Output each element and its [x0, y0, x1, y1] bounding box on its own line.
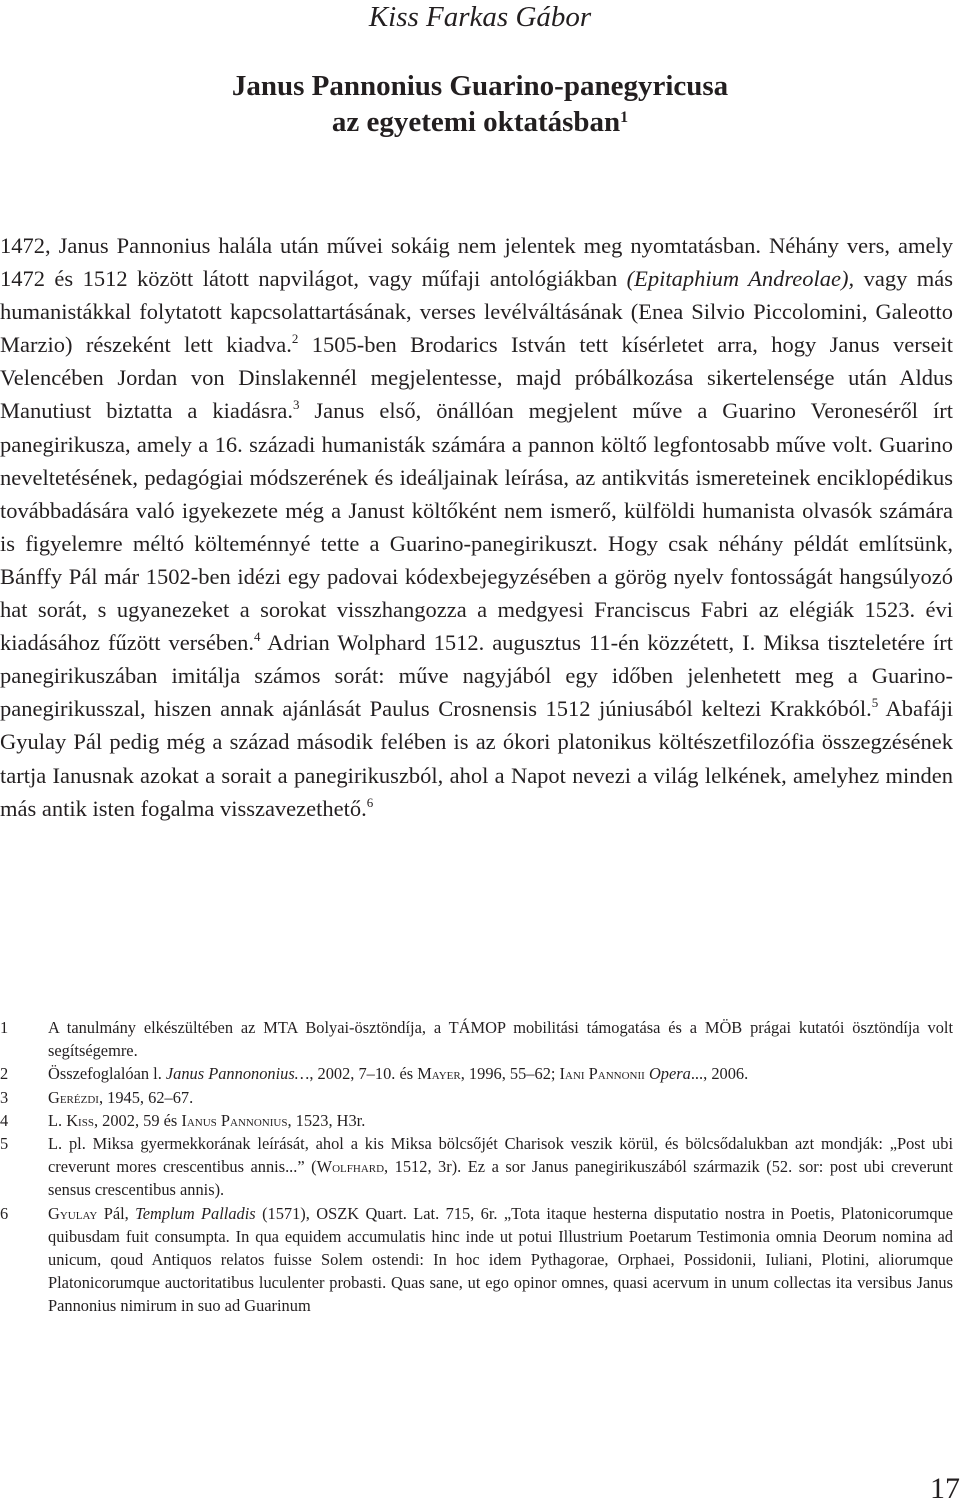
footnote-number: 1: [0, 1018, 9, 1037]
title-line-2: az egyetemi oktatásban: [331, 106, 621, 138]
footnote-1: [0, 1016, 953, 1062]
footnote-5: [0, 1132, 953, 1202]
footnote-text: A tanulmány elkészültében az MTA Bolyai-ösztöndíja, a TÁMOP mobilitási támogatása és a MÖB prágai kutatói ösztöndíja volt segítségemre.: [48, 1018, 953, 1061]
footnote-text: Összefoglalóan l. Janus Pannononius…, 2002, 7–10. és Mayer, 1996, 55–62; Iani Pannonii Opera..., 2006.: [48, 1064, 749, 1084]
footnote-number: 2: [0, 1064, 9, 1084]
footnote-number: 5: [0, 1134, 9, 1154]
footnote-3: [0, 1086, 953, 1109]
footnote-text: L. Kiss, 2002, 59 és Ianus Pannonius, 1523, H3r.: [48, 1110, 366, 1130]
body-text: Abafáji Gyulay Pál pedig még a század második felében is az ókori platonikus költészetfilozófia összegzésének tartja Ianusnak azokat a sorait a panegirikuszból, ahol a Napot nevezi a világ lelkének, amelyhez minden más antik isten fogalma visszavezethető.: [0, 696, 953, 821]
footnote-text: Gyulay Pál, Templum Palladis (1571), OSZK Quart. Lat. 715, 6r. „Tota itaque hesterna disputatio nostra in Poetis, Platonicorumque quibusdam fuit consumpta. In qua equidem accumulatis hinc inde ut potui Illustrium Poetarum Testimonia omnia Deorum nomina ad unicum, qoud Antiquos relatos fuisse Solem ostendi: In hoc idem Pythagorae, Orphaei, Possidonii, Iuliani, Plotini, aliorumque Platonicorumque auctoritatibus luculenter probasti. Quas sane, ut ego opinor omnes, quasi acervum in unum collectas ita versibus Janus Pannonius nimirum in suo ad Guarinum: [48, 1203, 953, 1316]
footnote-text: Gerézdi, 1945, 62–67.: [48, 1087, 194, 1107]
footnote-6: [0, 1202, 953, 1318]
author-name: Kiss Farkas Gábor: [368, 1, 592, 33]
body-text: vagy más humanistákkal folytatott kapcsolattartásának, verses levélváltásának (Enea Silvio Piccolomini, Galeotto Marzio) részeként lett kiadva.: [0, 266, 953, 358]
footnote-number: 3: [0, 1087, 9, 1107]
footnote-text: L. pl. Miksa gyermekkorának leírását, ahol a kis Miksa bölcsőjét Charisok veszik körül, és bölcsődalukban azt mondják: „Post ubi creverunt mores crescentibus annis...” (Wolfhard, 1512, 3r). Ez a sor Janus panegirikuszából származik (52. sor: post ubi creverunt sensus crescentibus annis).: [48, 1134, 953, 1200]
footnotes: [0, 1016, 953, 1318]
footnote-ref: 4: [254, 629, 261, 645]
footnote-ref: 6: [366, 794, 374, 810]
footnote-ref: 3: [292, 397, 300, 413]
title-footnote-ref: 1: [620, 109, 629, 126]
page-number: 17: [930, 1472, 960, 1505]
footnote-number: 6: [0, 1203, 9, 1223]
title-line-1: Janus Pannonius Guarino-panegyricusa: [231, 70, 729, 102]
footnote-number: 4: [0, 1110, 9, 1130]
body-text: 1472, Janus Pannonius halála után művei sokáig nem jelentek meg nyomtatásban. Néhány vers, amely 1472 és 1512 között látott napvilágot, vagy műfaji antológiákban: [0, 233, 953, 292]
footnote-2: [0, 1062, 953, 1085]
body-paragraph: [0, 229, 953, 825]
footnote-ref: 5: [871, 695, 879, 711]
article-title: [0, 68, 960, 140]
body-text: 1505-ben Brodarics István tett kísérletet arra, hogy Janus verseit Velencében Jordan von Dinslakennél megjelentesse, majd próbálkozása sikertelensége után Aldus Manutiust biztatta a kiadásra.: [0, 332, 953, 424]
body-italic: (Epitaphium Andreolae),: [626, 266, 855, 292]
footnote-4: [0, 1109, 953, 1132]
body-text: Adrian Wolphard 1512. augusztus 11-én közzétett, I. Miksa tiszteletére írt panegirikuszában imitálja számos sorát: műve nagyjából egy időben jelenhetett meg a Guarino-panegirikusszal, hiszen annak ajánlását Paulus Crosnensis 1512 júniusából keltezi Krakkóból.: [0, 630, 953, 722]
body-text: Janus első, önállóan megjelent műve a Guarino Veroneséről írt panegirikusza, amely a 16. századi humanisták számára a pannon költő legfontosabb műve volt. Guarino neveltetésének, pedagógiai módszerének és ideáljainak leírása, az antikvitás ismereteinek enciklopédikus továbbadására való igyekezete még a Janust költőként nem ismerő, külföldi humanista olvasók számára is figyelemre méltó költeménnyé tette a Guarino-panegirikuszt. Hogy csak néhány példát említsünk, Bánffy Pál már 1502-ben idézi egy padovai kódexbejegyzésében a görög nyelv fontosságát hangsúlyozó hat sorát, s ugyanezeket a sorokat visszhangozza a medgyesi Franciscus Fabri az elégiák 1523. évi kiadásához fűzött versében.: [0, 398, 953, 656]
footnote-ref: 2: [291, 331, 299, 347]
